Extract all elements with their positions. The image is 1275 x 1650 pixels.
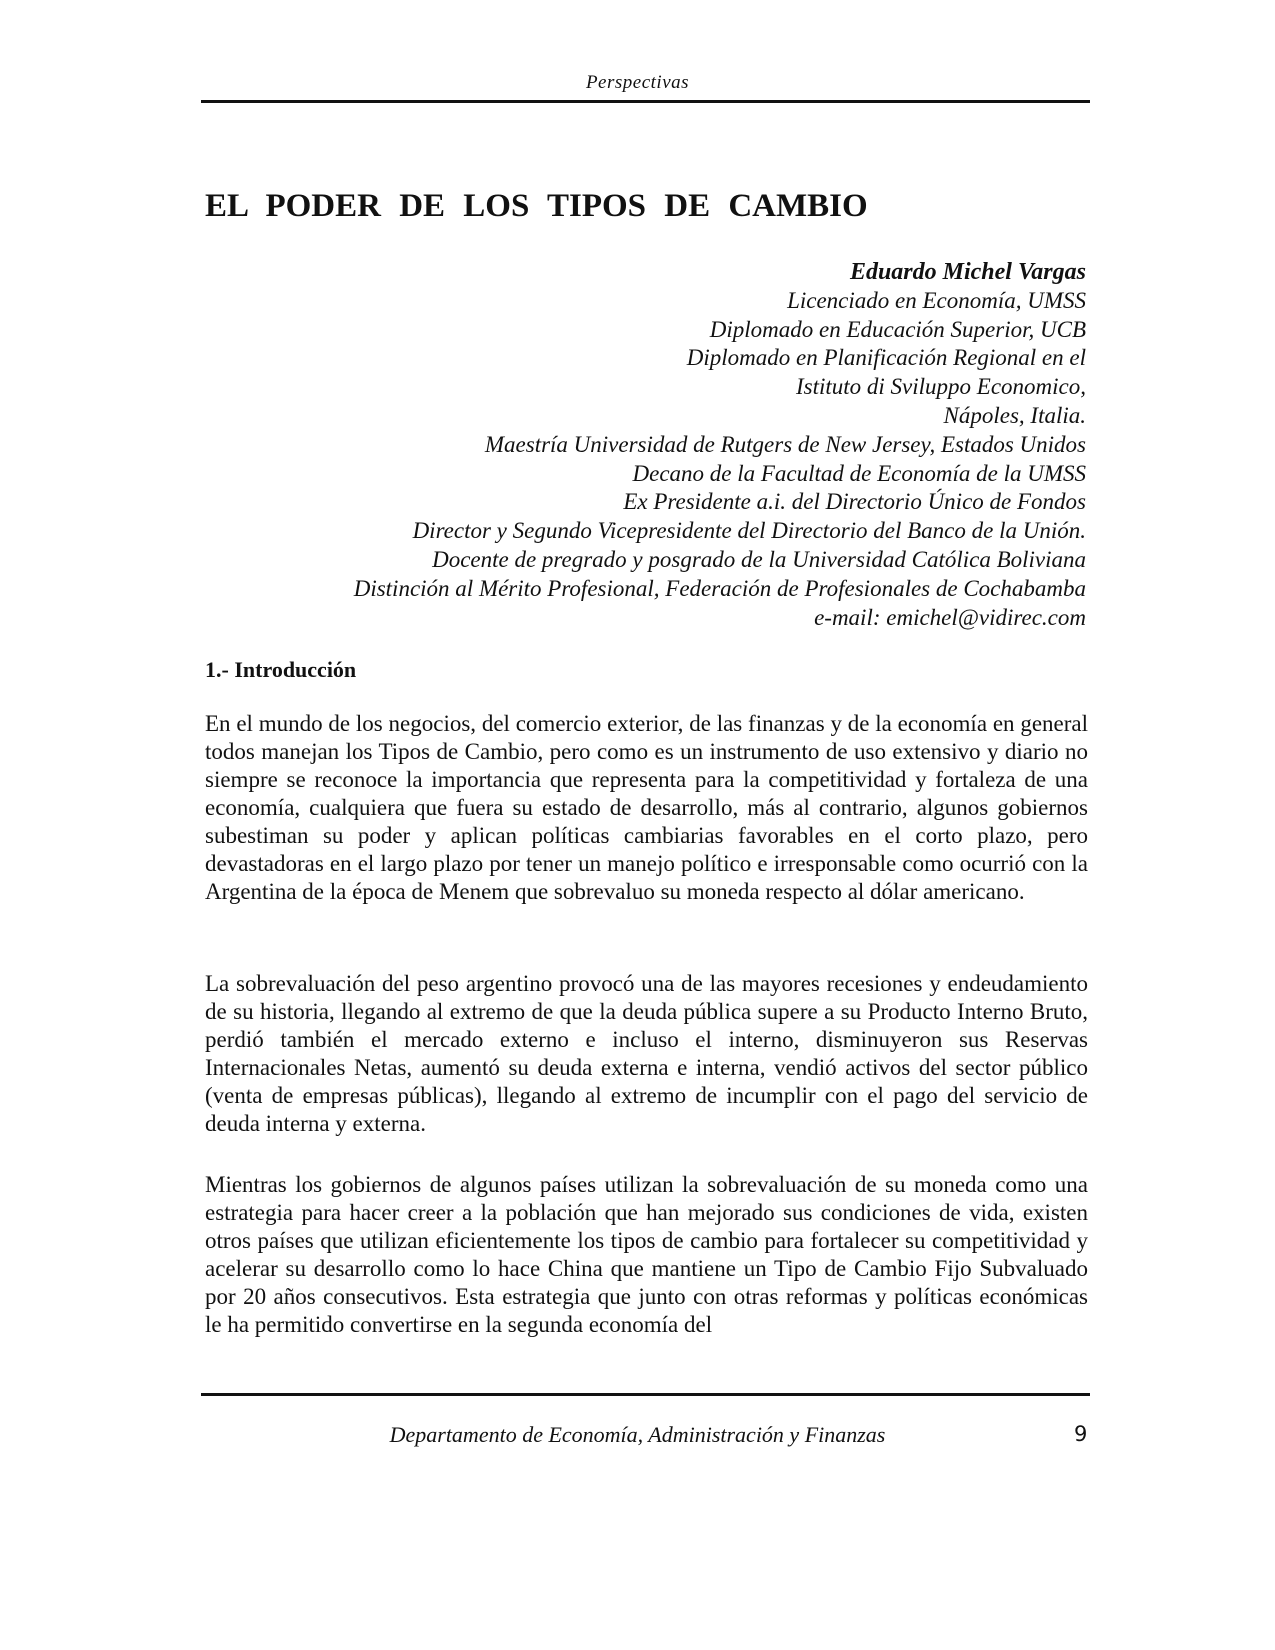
author-credential: Distinción al Mérito Profesional, Federación de Profesionales de Cochabamba — [353, 575, 1086, 601]
author-credential: Maestría Universidad de Rutgers de New Jersey, Estados Unidos — [484, 431, 1086, 457]
header-rule — [201, 100, 1090, 103]
author-credential: Docente de pregrado y posgrado de la Universidad Católica Boliviana — [432, 546, 1086, 572]
author-credential: Licenciado en Economía, UMSS — [787, 287, 1086, 313]
footer-department: Departamento de Economía, Administración y Finanzas — [389, 1422, 886, 1447]
body-paragraph: La sobrevaluación del peso argentino provocó una de las mayores recesiones y endeudamiento de su historia, llegando al extremo de que la deuda pública supere a su Producto Interno Bruto, perdió también el mercado externo e incluso el interno, disminuyeron sus Reservas Internacionales Netas, aumentó su deuda externa e interna, vendió activos del sector público (venta de empresas públicas), llegando al extremo de incumplir con el pago del servicio de deuda interna y externa. — [205, 971, 1088, 1136]
author-credential: Nápoles, Italia. — [943, 402, 1086, 428]
author-name: Eduardo Michel Vargas — [849, 259, 1086, 285]
author-credential: Istituto di Sviluppo Economico, — [795, 374, 1086, 400]
author-email: e-mail: emichel@vidirec.com — [814, 604, 1086, 630]
author-credential: Director y Segundo Vicepresidente del Directorio del Banco de la Unión. — [412, 518, 1086, 544]
author-credential: Diplomado en Planificación Regional en el — [686, 345, 1086, 371]
section-heading: 1.- Introducción — [205, 657, 357, 682]
body-paragraph: En el mundo de los negocios, del comercio exterior, de las finanzas y de la economía en general todos manejan los Tipos de Cambio, pero como es un instrumento de uso extensivo y diario no siempre se reconoce la importancia que representa para la competitividad y fortaleza de una economía, cualquiera que fuera su estado de desarrollo, más al contrario, algunos gobiernos subestiman su poder y aplican políticas cambiarias favorables en el corto plazo, pero devastadoras en el largo plazo por tener un manejo político e irresponsable como ocurrió con la Argentina de la época de Menem que sobrevaluo su moneda respecto al dólar americano. — [205, 711, 1088, 904]
body-paragraph: Mientras los gobiernos de algunos países utilizan la sobrevaluación de su moneda como una estrategia para hacer creer a la población que han mejorado sus condiciones de vida, existen otros países que utilizan eficientemente los tipos de cambio para fortalecer su competitividad y acelerar su desarrollo como lo hace China que mantiene un Tipo de Cambio Fijo Subvaluado por 20 años consecutivos. Esta estrategia que junto con otras reformas y políticas económicas le ha permitido convertirse en la segunda economía del — [205, 1172, 1088, 1337]
author-credential: Ex Presidente a.i. del Directorio Único de Fondos — [623, 489, 1086, 515]
article-title: EL PODER DE LOS TIPOS DE CAMBIO — [205, 188, 868, 224]
author-block — [354, 258, 1086, 632]
author-credential: Decano de la Facultad de Economía de la UMSS — [632, 460, 1086, 486]
page-number: 9 — [1074, 1422, 1088, 1446]
footer-rule — [201, 1393, 1090, 1396]
running-header: Perspectivas — [585, 72, 690, 93]
author-credential: Diplomado en Educación Superior, UCB — [709, 316, 1086, 342]
